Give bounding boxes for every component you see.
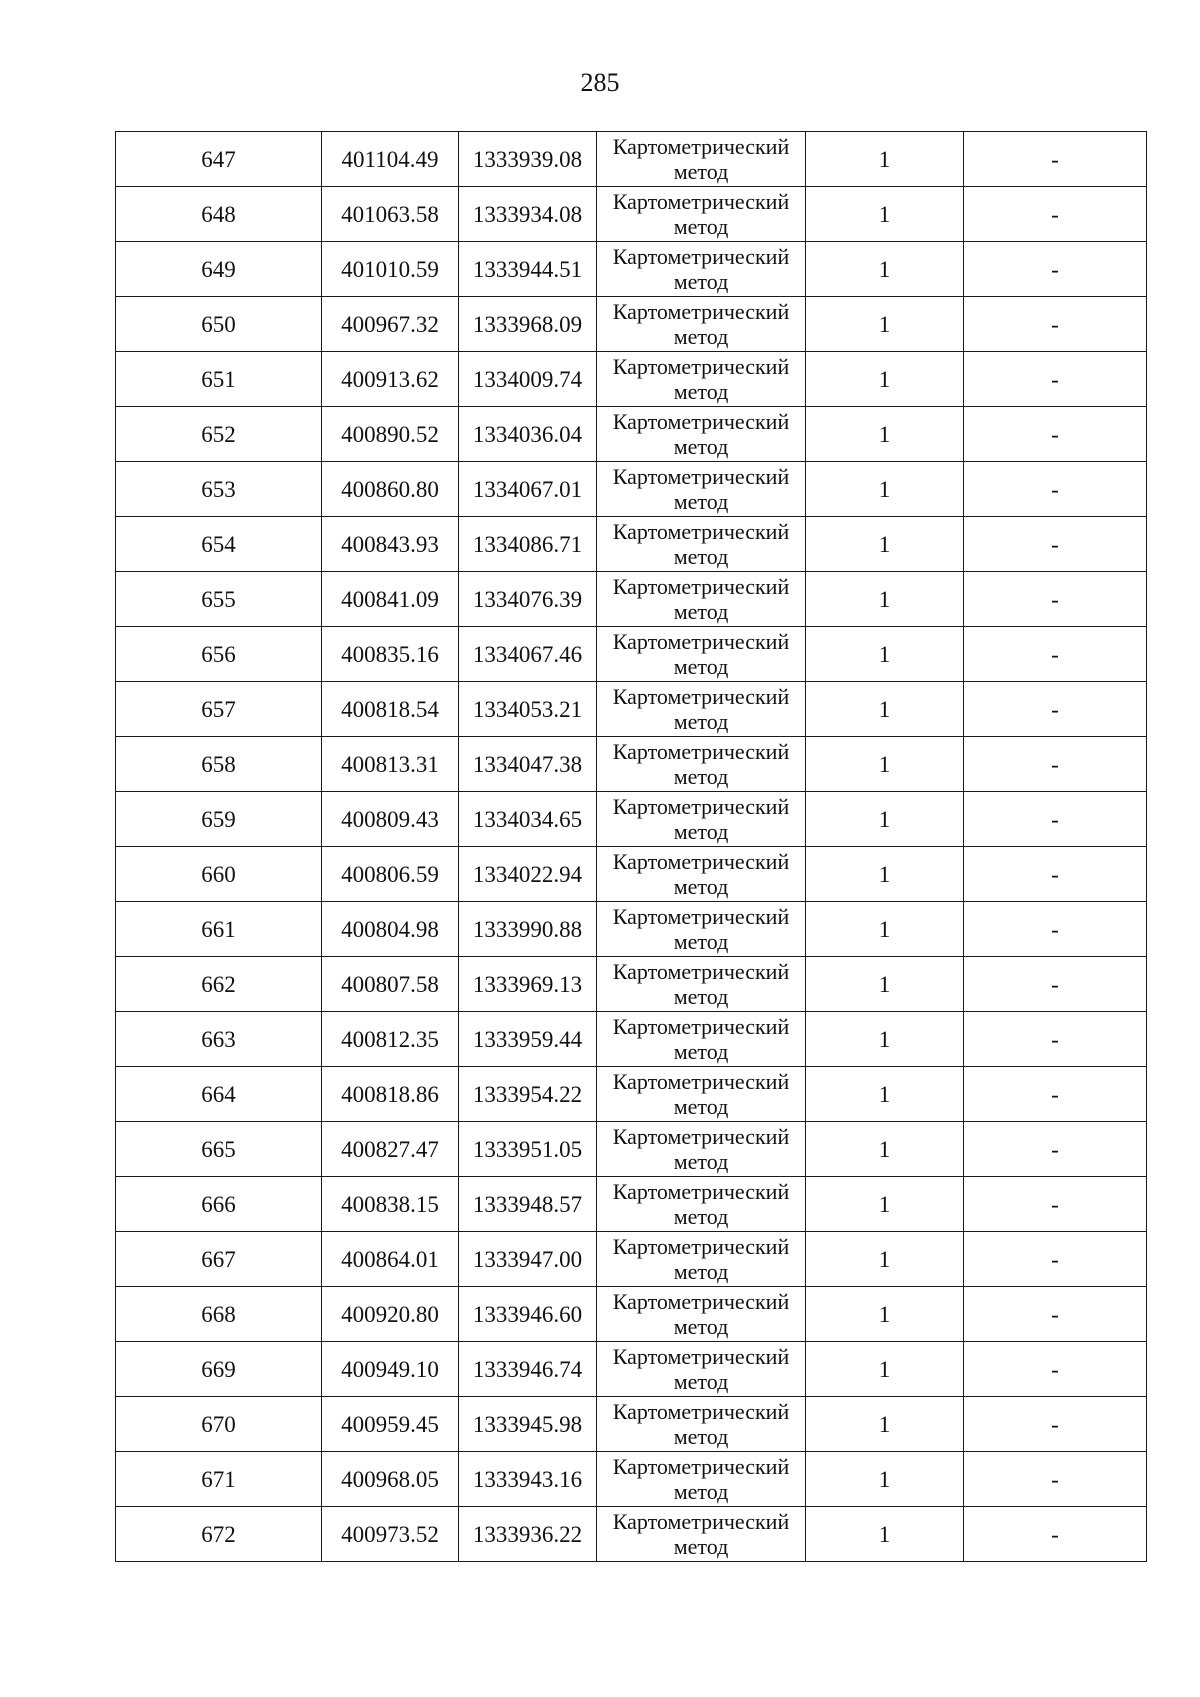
- method-line-2: метод: [673, 764, 729, 789]
- table-row: [116, 1177, 1147, 1232]
- note-cell: -: [964, 1342, 1147, 1397]
- point-id-cell: 650: [116, 297, 322, 352]
- accuracy-cell: 1: [806, 1397, 964, 1452]
- method-line-1: Картометрический: [612, 959, 790, 984]
- x-coordinate-cell: 400864.01: [322, 1232, 459, 1287]
- method-cell: [597, 242, 806, 297]
- note-cell: -: [964, 792, 1147, 847]
- x-coordinate-cell: 400827.47: [322, 1122, 459, 1177]
- point-id-cell: 666: [116, 1177, 322, 1232]
- x-coordinate-cell: 401104.49: [322, 132, 459, 187]
- note-cell: -: [964, 847, 1147, 902]
- method-line-2: метод: [673, 1534, 729, 1559]
- y-coordinate-cell: 1333936.22: [459, 1507, 597, 1562]
- accuracy-cell: 1: [806, 297, 964, 352]
- method-cell: [597, 682, 806, 737]
- method-line-2: метод: [673, 1149, 729, 1174]
- accuracy-cell: 1: [806, 187, 964, 242]
- method-line-1: Картометрический: [612, 1179, 790, 1204]
- x-coordinate-cell: 401063.58: [322, 187, 459, 242]
- method-cell: [597, 737, 806, 792]
- note-cell: -: [964, 1287, 1147, 1342]
- table-row: [116, 1452, 1147, 1507]
- method-line-1: Картометрический: [612, 739, 790, 764]
- x-coordinate-cell: 400973.52: [322, 1507, 459, 1562]
- note-cell: -: [964, 682, 1147, 737]
- table-row: [116, 792, 1147, 847]
- accuracy-cell: 1: [806, 627, 964, 682]
- y-coordinate-cell: 1333944.51: [459, 242, 597, 297]
- method-line-1: Картометрический: [612, 1069, 790, 1094]
- accuracy-cell: 1: [806, 1342, 964, 1397]
- note-cell: -: [964, 627, 1147, 682]
- note-cell: -: [964, 517, 1147, 572]
- x-coordinate-cell: 400890.52: [322, 407, 459, 462]
- method-line-2: метод: [673, 874, 729, 899]
- method-line-2: метод: [673, 379, 729, 404]
- method-line-1: Картометрический: [612, 354, 790, 379]
- method-cell: [597, 957, 806, 1012]
- point-id-cell: 664: [116, 1067, 322, 1122]
- method-line-2: метод: [673, 1479, 729, 1504]
- y-coordinate-cell: 1334009.74: [459, 352, 597, 407]
- point-id-cell: 670: [116, 1397, 322, 1452]
- method-line-2: метод: [673, 434, 729, 459]
- accuracy-cell: 1: [806, 1122, 964, 1177]
- method-line-2: метод: [673, 1039, 729, 1064]
- table-row: [116, 132, 1147, 187]
- table-row: [116, 462, 1147, 517]
- x-coordinate-cell: 400843.93: [322, 517, 459, 572]
- method-cell: [597, 627, 806, 682]
- method-line-2: метод: [673, 654, 729, 679]
- x-coordinate-cell: 401010.59: [322, 242, 459, 297]
- x-coordinate-cell: 400920.80: [322, 1287, 459, 1342]
- note-cell: -: [964, 187, 1147, 242]
- note-cell: -: [964, 242, 1147, 297]
- method-line-1: Картометрический: [612, 629, 790, 654]
- note-cell: -: [964, 957, 1147, 1012]
- table-row: [116, 407, 1147, 462]
- method-line-1: Картометрический: [612, 1014, 790, 1039]
- method-line-1: Картометрический: [612, 849, 790, 874]
- y-coordinate-cell: 1334036.04: [459, 407, 597, 462]
- point-id-cell: 665: [116, 1122, 322, 1177]
- method-line-2: метод: [673, 324, 729, 349]
- table-row: [116, 352, 1147, 407]
- y-coordinate-cell: 1333959.44: [459, 1012, 597, 1067]
- method-cell: [597, 1232, 806, 1287]
- method-line-1: Картометрический: [612, 1509, 790, 1534]
- x-coordinate-cell: 400818.54: [322, 682, 459, 737]
- point-id-cell: 669: [116, 1342, 322, 1397]
- point-id-cell: 659: [116, 792, 322, 847]
- y-coordinate-cell: 1334067.01: [459, 462, 597, 517]
- coordinates-table: [115, 131, 1147, 1562]
- method-line-2: метод: [673, 1094, 729, 1119]
- method-line-1: Картометрический: [612, 1454, 790, 1479]
- method-line-1: Картометрический: [612, 904, 790, 929]
- method-cell: [597, 297, 806, 352]
- point-id-cell: 647: [116, 132, 322, 187]
- accuracy-cell: 1: [806, 1232, 964, 1287]
- method-line-2: метод: [673, 269, 729, 294]
- y-coordinate-cell: 1334086.71: [459, 517, 597, 572]
- x-coordinate-cell: 400968.05: [322, 1452, 459, 1507]
- method-line-1: Картометрический: [612, 1289, 790, 1314]
- method-cell: [597, 1452, 806, 1507]
- point-id-cell: 667: [116, 1232, 322, 1287]
- method-cell: [597, 1177, 806, 1232]
- method-line-1: Картометрический: [612, 1344, 790, 1369]
- x-coordinate-cell: 400967.32: [322, 297, 459, 352]
- accuracy-cell: 1: [806, 407, 964, 462]
- note-cell: -: [964, 1452, 1147, 1507]
- note-cell: -: [964, 1122, 1147, 1177]
- point-id-cell: 649: [116, 242, 322, 297]
- point-id-cell: 663: [116, 1012, 322, 1067]
- table-row: [116, 517, 1147, 572]
- note-cell: -: [964, 407, 1147, 462]
- accuracy-cell: 1: [806, 1067, 964, 1122]
- method-cell: [597, 352, 806, 407]
- method-cell: [597, 462, 806, 517]
- y-coordinate-cell: 1334076.39: [459, 572, 597, 627]
- accuracy-cell: 1: [806, 352, 964, 407]
- accuracy-cell: 1: [806, 242, 964, 297]
- y-coordinate-cell: 1333946.60: [459, 1287, 597, 1342]
- method-cell: [597, 1342, 806, 1397]
- point-id-cell: 648: [116, 187, 322, 242]
- note-cell: -: [964, 737, 1147, 792]
- y-coordinate-cell: 1334047.38: [459, 737, 597, 792]
- table-row: [116, 682, 1147, 737]
- method-line-1: Картометрический: [612, 574, 790, 599]
- accuracy-cell: 1: [806, 792, 964, 847]
- method-line-2: метод: [673, 1424, 729, 1449]
- table-row: [116, 1012, 1147, 1067]
- note-cell: -: [964, 1232, 1147, 1287]
- point-id-cell: 660: [116, 847, 322, 902]
- x-coordinate-cell: 400959.45: [322, 1397, 459, 1452]
- table-row: [116, 1507, 1147, 1562]
- table-row: [116, 627, 1147, 682]
- point-id-cell: 661: [116, 902, 322, 957]
- x-coordinate-cell: 400818.86: [322, 1067, 459, 1122]
- y-coordinate-cell: 1333951.05: [459, 1122, 597, 1177]
- method-line-2: метод: [673, 1369, 729, 1394]
- point-id-cell: 658: [116, 737, 322, 792]
- point-id-cell: 651: [116, 352, 322, 407]
- x-coordinate-cell: 400807.58: [322, 957, 459, 1012]
- table-row: [116, 1342, 1147, 1397]
- note-cell: -: [964, 1012, 1147, 1067]
- x-coordinate-cell: 400804.98: [322, 902, 459, 957]
- y-coordinate-cell: 1333945.98: [459, 1397, 597, 1452]
- point-id-cell: 656: [116, 627, 322, 682]
- method-line-2: метод: [673, 544, 729, 569]
- y-coordinate-cell: 1333947.00: [459, 1232, 597, 1287]
- method-cell: [597, 572, 806, 627]
- accuracy-cell: 1: [806, 957, 964, 1012]
- method-line-2: метод: [673, 709, 729, 734]
- note-cell: -: [964, 1067, 1147, 1122]
- method-line-1: Картометрический: [612, 1124, 790, 1149]
- point-id-cell: 655: [116, 572, 322, 627]
- accuracy-cell: 1: [806, 462, 964, 517]
- point-id-cell: 668: [116, 1287, 322, 1342]
- note-cell: -: [964, 462, 1147, 517]
- x-coordinate-cell: 400812.35: [322, 1012, 459, 1067]
- y-coordinate-cell: 1334067.46: [459, 627, 597, 682]
- y-coordinate-cell: 1334034.65: [459, 792, 597, 847]
- method-cell: [597, 1067, 806, 1122]
- accuracy-cell: 1: [806, 1507, 964, 1562]
- table-row: [116, 847, 1147, 902]
- table-body: [116, 132, 1147, 1562]
- method-line-1: Картометрический: [612, 794, 790, 819]
- method-line-1: Картометрический: [612, 244, 790, 269]
- table-row: [116, 297, 1147, 352]
- method-line-2: метод: [673, 489, 729, 514]
- table-row: [116, 1067, 1147, 1122]
- table-row: [116, 1232, 1147, 1287]
- accuracy-cell: 1: [806, 1177, 964, 1232]
- method-line-1: Картометрический: [612, 464, 790, 489]
- accuracy-cell: 1: [806, 847, 964, 902]
- y-coordinate-cell: 1333934.08: [459, 187, 597, 242]
- y-coordinate-cell: 1333968.09: [459, 297, 597, 352]
- point-id-cell: 662: [116, 957, 322, 1012]
- method-line-1: Картометрический: [612, 134, 790, 159]
- y-coordinate-cell: 1333948.57: [459, 1177, 597, 1232]
- note-cell: -: [964, 902, 1147, 957]
- table-row: [116, 737, 1147, 792]
- accuracy-cell: 1: [806, 132, 964, 187]
- accuracy-cell: 1: [806, 1452, 964, 1507]
- method-cell: [597, 1122, 806, 1177]
- y-coordinate-cell: 1333969.13: [459, 957, 597, 1012]
- method-line-1: Картометрический: [612, 1234, 790, 1259]
- note-cell: -: [964, 352, 1147, 407]
- table-row: [116, 187, 1147, 242]
- method-line-1: Картометрический: [612, 519, 790, 544]
- x-coordinate-cell: 400809.43: [322, 792, 459, 847]
- method-cell: [597, 902, 806, 957]
- point-id-cell: 653: [116, 462, 322, 517]
- y-coordinate-cell: 1333943.16: [459, 1452, 597, 1507]
- method-line-2: метод: [673, 984, 729, 1009]
- method-line-2: метод: [673, 214, 729, 239]
- y-coordinate-cell: 1333990.88: [459, 902, 597, 957]
- method-line-2: метод: [673, 599, 729, 624]
- note-cell: -: [964, 132, 1147, 187]
- point-id-cell: 672: [116, 1507, 322, 1562]
- y-coordinate-cell: 1333939.08: [459, 132, 597, 187]
- method-cell: [597, 187, 806, 242]
- method-cell: [597, 1507, 806, 1562]
- method-line-1: Картометрический: [612, 189, 790, 214]
- method-line-2: метод: [673, 159, 729, 184]
- method-cell: [597, 517, 806, 572]
- note-cell: -: [964, 1507, 1147, 1562]
- note-cell: -: [964, 572, 1147, 627]
- method-cell: [597, 1397, 806, 1452]
- method-line-2: метод: [673, 1204, 729, 1229]
- accuracy-cell: 1: [806, 1287, 964, 1342]
- accuracy-cell: 1: [806, 682, 964, 737]
- method-line-1: Картометрический: [612, 299, 790, 324]
- note-cell: -: [964, 1177, 1147, 1232]
- accuracy-cell: 1: [806, 737, 964, 792]
- point-id-cell: 652: [116, 407, 322, 462]
- method-cell: [597, 1012, 806, 1067]
- point-id-cell: 654: [116, 517, 322, 572]
- x-coordinate-cell: 400835.16: [322, 627, 459, 682]
- method-line-1: Картометрический: [612, 684, 790, 709]
- x-coordinate-cell: 400841.09: [322, 572, 459, 627]
- method-line-1: Картометрический: [612, 1399, 790, 1424]
- table-row: [116, 242, 1147, 297]
- x-coordinate-cell: 400806.59: [322, 847, 459, 902]
- x-coordinate-cell: 400860.80: [322, 462, 459, 517]
- method-line-2: метод: [673, 819, 729, 844]
- table-row: [116, 1122, 1147, 1177]
- method-cell: [597, 407, 806, 462]
- method-line-2: метод: [673, 929, 729, 954]
- point-id-cell: 671: [116, 1452, 322, 1507]
- table-row: [116, 1397, 1147, 1452]
- y-coordinate-cell: 1333954.22: [459, 1067, 597, 1122]
- table-row: [116, 957, 1147, 1012]
- note-cell: -: [964, 297, 1147, 352]
- method-cell: [597, 792, 806, 847]
- table-row: [116, 572, 1147, 627]
- y-coordinate-cell: 1333946.74: [459, 1342, 597, 1397]
- x-coordinate-cell: 400813.31: [322, 737, 459, 792]
- point-id-cell: 657: [116, 682, 322, 737]
- method-line-1: Картометрический: [612, 409, 790, 434]
- method-cell: [597, 847, 806, 902]
- x-coordinate-cell: 400949.10: [322, 1342, 459, 1397]
- page-number: 285: [580, 68, 620, 97]
- method-cell: [597, 1287, 806, 1342]
- table-row: [116, 1287, 1147, 1342]
- accuracy-cell: 1: [806, 1012, 964, 1067]
- y-coordinate-cell: 1334053.21: [459, 682, 597, 737]
- method-line-2: метод: [673, 1314, 729, 1339]
- x-coordinate-cell: 400913.62: [322, 352, 459, 407]
- x-coordinate-cell: 400838.15: [322, 1177, 459, 1232]
- method-cell: [597, 132, 806, 187]
- y-coordinate-cell: 1334022.94: [459, 847, 597, 902]
- table-row: [116, 902, 1147, 957]
- accuracy-cell: 1: [806, 902, 964, 957]
- accuracy-cell: 1: [806, 572, 964, 627]
- accuracy-cell: 1: [806, 517, 964, 572]
- note-cell: -: [964, 1397, 1147, 1452]
- method-line-2: метод: [673, 1259, 729, 1284]
